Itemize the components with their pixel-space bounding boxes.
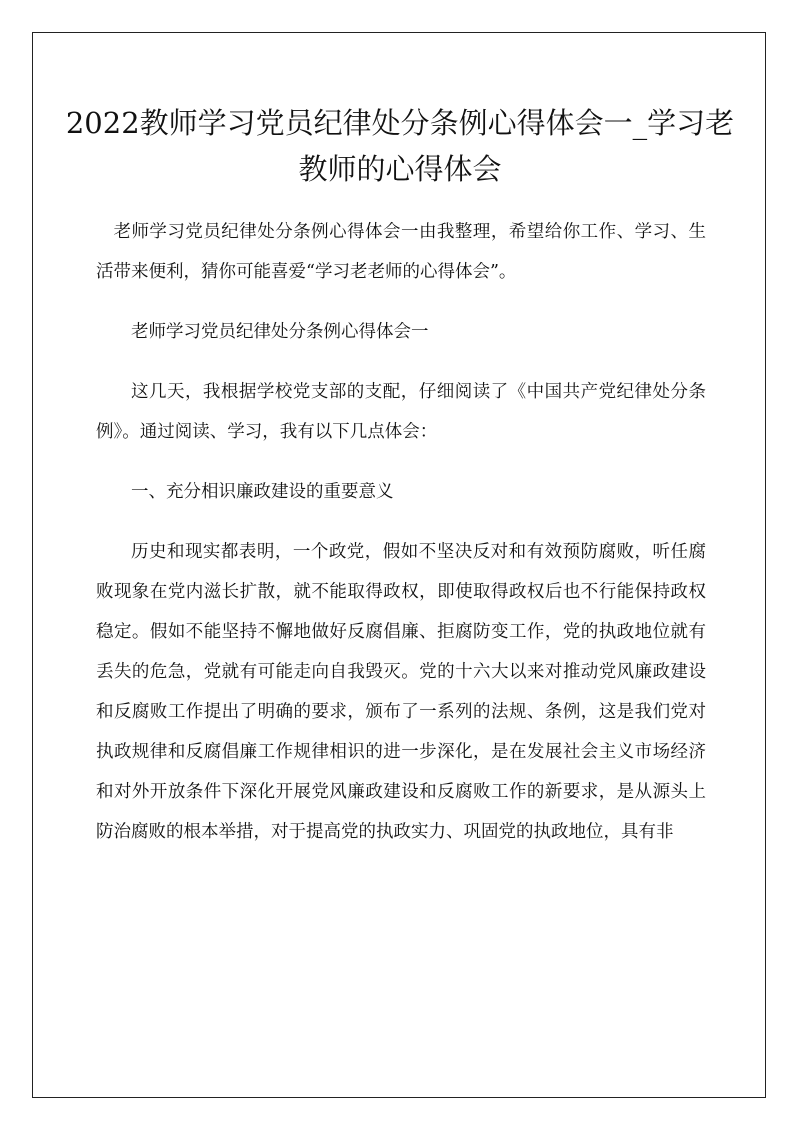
intro-paragraph: 老师学习党员纪律处分条例心得体会一由我整理，希望给你工作、学习、生活带来便利，猜你可能喜爱“学习老老师的心得体会”。 (96, 222, 706, 282)
subsection-heading: 一、充分相识廉政建设的重要意义 (131, 482, 394, 502)
body-paragraph: 历史和现实都表明，一个政党，假如不坚决反对和有效预防腐败，听任腐败现象在党内滋长扩散，就不能取得政权，即使取得政权后也不行能保持政权稳定。假如不能坚持不懈地做好反腐倡廉、拒腐防变工作，党的执政地位就有丢失的危急，党就有可能走向自我毁灭。党的十六大以来对推动党风廉政建设和反腐败工作提出了明确的要求，颁布了一系列的法规、条例，这是我们党对执政规律和反腐倡廉工作规律相识的进一步深化，是在发展社会主义市场经济和对外开放条件下深化开展党风廉政建设和反腐败工作的新要求，是从源头上防治腐败的根本举措，对于提高党的执政实力、巩固党的执政地位，具有非 (96, 542, 706, 842)
document-title: 2022教师学习党员纪律处分条例心得体会一_学习老教师的心得体会 (65, 106, 735, 186)
section-heading: 老师学习党员纪律处分条例心得体会一 (131, 322, 429, 342)
body-paragraph: 这几天，我根据学校党支部的支配，仔细阅读了《中国共产党纪律处分条例》。通过阅读、学习，我有以下几点体会： (96, 382, 706, 442)
document-body (96, 212, 706, 872)
